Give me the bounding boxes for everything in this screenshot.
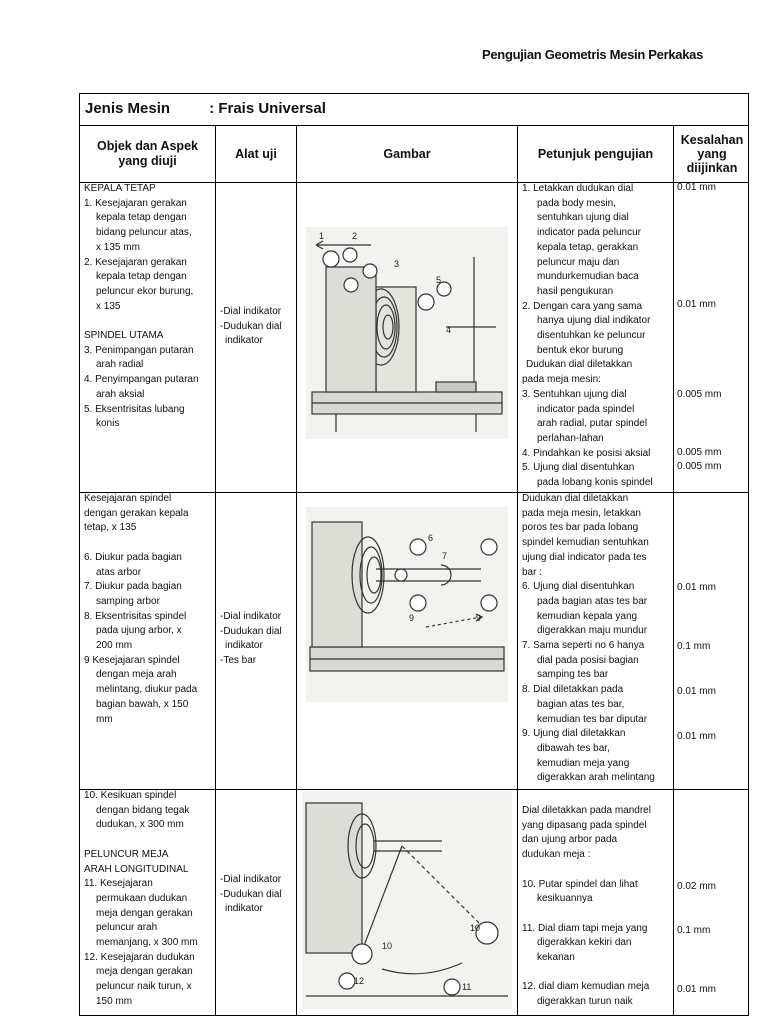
column-divider [517,126,518,1015]
row2-petunjuk: Dudukan dial diletakkan pada meja mesin, letakkan poros tes bar pada lobang spindel kemudian sentuhkan ujung dial indicator pada tes bar : 6. Ujung dial disentuhkan pada bagian atas tes bar kemudian kepala yang digerakkan maju mundur 7. Sama seperti no 6 hanya dial pada posisi bagian samping tes bar 8. Dial diletakkan pada bagian atas tes bar, kemudian tes bar diputar 9. Ujung dial diletakkan dibawah tes bar, kemudian meja yang digerakkan arah melintang [522,493,655,784]
tolerance-6: 0.01 mm [677,582,716,593]
svg-text:12: 12 [354,976,365,986]
tolerance-7: 0.1 mm [677,641,711,652]
svg-text:5: 5 [436,275,442,285]
svg-text:11: 11 [462,982,472,992]
figure-spindle-head-dials [306,227,508,439]
row1-alat: -Dial indikator -Dudukan dial indikator [220,306,282,347]
svg-text:2: 2 [352,231,358,241]
column-divider [673,126,674,1015]
figure-arbor-test-bar [306,507,508,702]
svg-text:10: 10 [470,923,481,933]
tolerance-8: 0.01 mm [677,686,716,697]
tolerance-12: 0.01 mm [677,984,716,995]
header-petunjuk: Petunjuk pengujian [537,146,654,161]
row3-objek: 10. Kesikuan spindel dengan bidang tegak dudukan, x 300 mm PELUNCUR MEJA ARAH LONGITUDINAL 11. Kesejajaran permukaan dudukan meja dengan gerakan peluncur arah memanjang, x 300 mm 12. Kesejajaran dudukan meja dengan gerakan peluncur naik turun, x 150 mm [84,790,198,1007]
row2-alat: -Dial indikator -Dudukan dial indikator -Tes bar [220,611,282,667]
column-divider [296,126,297,1015]
row1-objek: KEPALA TETAP 1. Kesejajaran gerakan kepala tetap dengan bidang peluncur atas, x 135 mm 2. Kesejajaran gerakan kepala tetap dengan peluncur ekor burung, x 135 SPINDEL UTAMA 3. Penimpangan putaran arah radial 4. Penyimpangan putaran arah aksial 5. Eksentrisitas lubang konis [84,183,199,430]
figure-mandrel-squareness [302,791,512,1009]
header-kesalahan: Kesalahan yang diijinkan [680,133,744,175]
tolerance-2: 0.01 mm [677,299,716,310]
row2-objek: Kesejajaran spindel dengan gerakan kepala tetap, x 135 6. Diukur pada bagian atas arbor 7. Diukur pada bagian samping arbor 8. Eksentrisitas spindel pada ujung arbor, x 200 mm 9 Kesejajaran spindel dengan meja arah melintang, diukur pada bagian bawah, x 150 mm [84,493,198,725]
svg-text:6: 6 [428,533,434,543]
document-title: Pengujian Geometris Mesin Perkakas [482,47,704,62]
svg-text:7: 7 [442,551,448,561]
svg-text:1: 1 [319,231,325,241]
tolerance-10: 0.02 mm [677,881,716,892]
svg-text:3: 3 [394,259,400,269]
test-table [79,93,749,1016]
tolerance-3: 0.005 mm [677,389,722,400]
machine-value: : Frais Universal [209,100,326,117]
tolerance-11: 0.1 mm [677,925,711,936]
row3-petunjuk: Dial diletakkan pada mandrel yang dipasang pada spindel dan ujung arbor pada dudukan meja : 10. Putar spindel dan lihat kesikuannya 11. Dial diam tapi meja yang digerakkan kekiri dan kekanan 12. dial diam kemudian meja digerakkan turun naik [522,805,651,1008]
tolerance-9: 0.01 mm [677,731,716,742]
svg-text:9: 9 [409,613,415,623]
row1-petunjuk: 1. Letakkan dudukan dial pada body mesin, sentuhkan ujung dial indicator pada peluncur kepala tetap, gerakkan peluncur maju dan mundurkemudian baca hasil pengukuran 2. Dengan cara yang sama hanya ujung dial indikator disentuhkan ke peluncur bentuk ekor burung Dudukan dial diletakkan pada meja mesin: 3. Sentuhkan ujung dial indicator pada spindel arah radial, putar spindel perlahan-lahan 4. Pindahkan ke posisi aksial 5. Ujung dial disentuhkan pada lobang konis spindel [522,183,653,489]
machine-label: Jenis Mesin [85,100,171,117]
svg-text:10: 10 [382,941,393,951]
tolerance-1: 0.01 mm [677,182,716,193]
svg-text:9: 9 [476,613,482,623]
machine-header [80,94,748,126]
tolerance-4: 0.005 mm [677,447,722,458]
header-gambar: Gambar [383,146,431,161]
svg-text:4: 4 [446,325,452,335]
row3-alat: -Dial indikator -Dudukan dial indikator [220,874,282,915]
header-objek: Objek dan Aspek yang diuji [97,139,198,168]
header-alat: Alat uji [235,146,277,161]
column-divider [215,126,216,1015]
tolerance-5: 0.005 mm [677,461,722,472]
